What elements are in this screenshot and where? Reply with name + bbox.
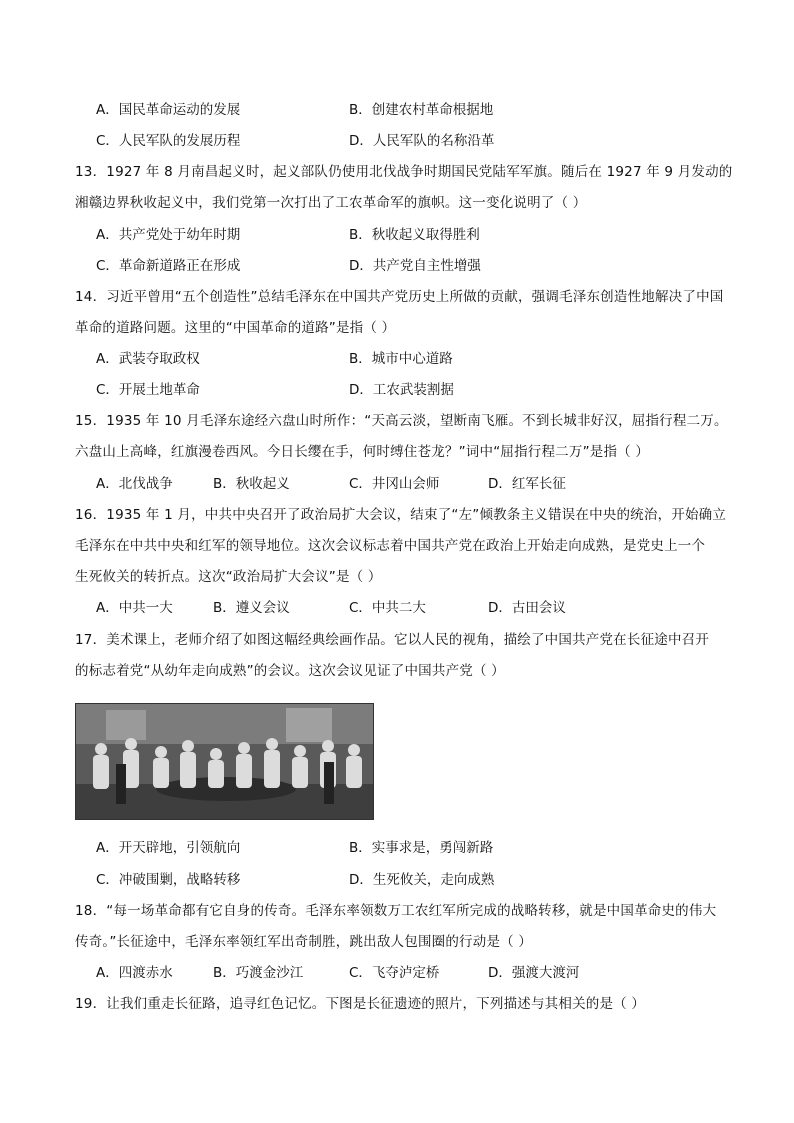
- q18-stem-line-2: 传奇。”长征途中，毛泽东率领红军出奇制胜，跳出敌人包围圈的行动是（ ）: [75, 934, 533, 950]
- q16-option-c[interactable]: C．中共二大: [349, 600, 426, 616]
- q16-option-b[interactable]: B．遵义会议: [213, 600, 290, 616]
- q17-option-a[interactable]: A．开天辟地，引领航向: [96, 840, 241, 856]
- q15-option-a[interactable]: A．北伐战争: [96, 476, 173, 492]
- q14-option-b[interactable]: B．城市中心道路: [349, 351, 453, 367]
- q18-stem-line-1: 18．“每一场革命都有它自身的传奇。毛泽东率领数万工农红军所完成的战略转移，就是中国革命史的伟大: [75, 903, 717, 919]
- q13-stem-line-2: 湘赣边界秋收起义中，我们党第一次打出了工农革命军的旗帜。这一变化说明了（ ）: [75, 195, 587, 211]
- q18-option-c[interactable]: C．飞夺泸定桥: [349, 965, 440, 981]
- q13-option-b[interactable]: B．秋收起义取得胜利: [349, 227, 480, 243]
- q16-option-d[interactable]: D．古田会议: [488, 600, 566, 616]
- q14-option-d[interactable]: D．工农武装割据: [349, 382, 454, 398]
- painting-illustration: [76, 704, 373, 819]
- option-b[interactable]: B．创建农村革命根据地: [349, 102, 494, 118]
- q15-option-b[interactable]: B．秋收起义: [213, 476, 290, 492]
- option-c[interactable]: C．人民军队的发展历程: [96, 133, 241, 149]
- q14-stem-line-2: 革命的道路问题。这里的“中国革命的道路”是指（ ）: [75, 320, 396, 336]
- q18-option-a[interactable]: A．四渡赤水: [96, 965, 173, 981]
- q14-stem-line-1: 14．习近平曾用“五个创造性”总结毛泽东在中国共产党历史上所做的贡献，强调毛泽东创造性地解决了中国: [75, 289, 724, 305]
- q17-stem-line-2: 的标志着党“从幼年走向成熟”的会议。这次会议见证了中国共产党（ ）: [75, 663, 505, 679]
- q17-stem-line-1: 17．美术课上，老师介绍了如图这幅经典绘画作品。它以人民的视角，描绘了中国共产党在长征途中召开: [75, 632, 710, 648]
- q17-option-c[interactable]: C．冲破围剿，战略转移: [96, 872, 241, 888]
- q14-option-c[interactable]: C．开展土地革命: [96, 382, 200, 398]
- option-a[interactable]: A．国民革命运动的发展: [96, 102, 241, 118]
- q13-option-c[interactable]: C．革命新道路正在形成: [96, 258, 241, 274]
- q14-option-a[interactable]: A．武装夺取政权: [96, 351, 200, 367]
- q15-option-d[interactable]: D．红军长征: [488, 476, 566, 492]
- q18-option-d[interactable]: D．强渡大渡河: [488, 965, 580, 981]
- q19-stem-line-1: 19．让我们重走长征路，追寻红色记忆。下图是长征遗迹的照片，下列描述与其相关的是（ ）: [75, 996, 646, 1012]
- q18-option-b[interactable]: B．巧渡金沙江: [213, 965, 304, 981]
- q15-stem-line-2: 六盘山上高峰，红旗漫卷西风。今日长缨在手，何时缚住苍龙？”词中“屈指行程二万”是指（ ）: [75, 444, 650, 460]
- q17-option-b[interactable]: B．实事求是，勇闯新路: [349, 840, 494, 856]
- option-d[interactable]: D．人民军队的名称沿革: [349, 133, 495, 149]
- q16-stem-line-1: 16．1935 年 1 月，中共中央召开了政治局扩大会议，结束了“左”倾教条主义错误在中央的统治，开始确立: [75, 507, 727, 523]
- q13-option-d[interactable]: D．共产党自主性增强: [349, 258, 481, 274]
- q13-stem-line-1: 13．1927 年 8 月南昌起义时，起义部队仍使用北伐战争时期国民党陆军军旗。随后在 1927 年 9 月发动的: [75, 164, 733, 180]
- q16-option-a[interactable]: A．中共一大: [96, 600, 173, 616]
- q13-option-a[interactable]: A．共产党处于幼年时期: [96, 227, 241, 243]
- q17-option-d[interactable]: D．生死攸关，走向成熟: [349, 872, 495, 888]
- q15-option-c[interactable]: C．井冈山会师: [349, 476, 440, 492]
- q16-stem-line-3: 生死攸关的转折点。这次“政治局扩大会议”是（ ）: [75, 569, 382, 585]
- q15-stem-line-1: 15．1935 年 10 月毛泽东途经六盘山时所作：“天高云淡，望断南飞雁。不到长城非好汉，屈指行程二万。: [75, 413, 728, 429]
- q16-stem-line-2: 毛泽东在中共中央和红军的领导地位。这次会议标志着中国共产党在政治上开始走向成熟，是党史上一个: [75, 538, 706, 554]
- zunyi-meeting-painting: [75, 703, 374, 820]
